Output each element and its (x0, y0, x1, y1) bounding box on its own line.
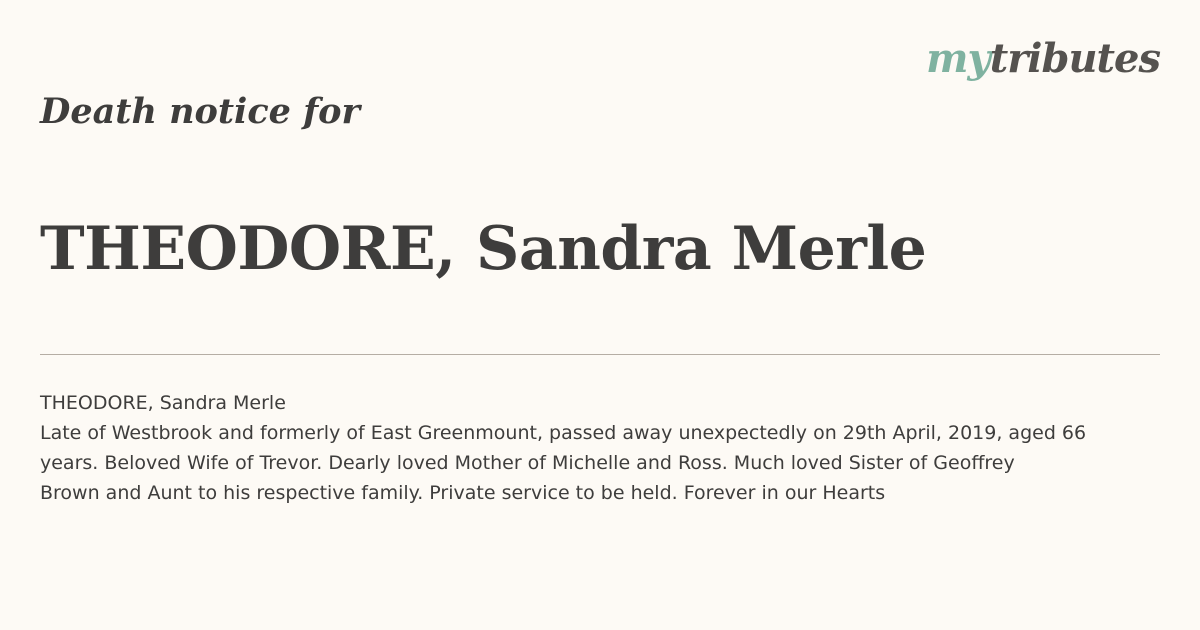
logo-tributes-text: tributes (989, 35, 1160, 82)
notice-line: years. Beloved Wife of Trevor. Dearly loved Mother of Michelle and Ross. Much loved Sister of Geoffrey (40, 452, 1015, 474)
deceased-name-heading: THEODORE, Sandra Merle (40, 214, 927, 284)
notice-line: THEODORE, Sandra Merle (40, 392, 286, 414)
notice-text (40, 388, 1125, 508)
death-notice-label: Death notice for (40, 91, 360, 132)
logo-my-text: my (926, 35, 990, 82)
mytributes-logo[interactable] (926, 34, 1160, 84)
notice-line: Brown and Aunt to his respective family. Private service to be held. Forever in our Hearts (40, 482, 886, 504)
notice-line: Late of Westbrook and formerly of East Greenmount, passed away unexpectedly on 29th April, 2019, aged 66 (40, 422, 1087, 444)
section-divider (40, 354, 1160, 355)
